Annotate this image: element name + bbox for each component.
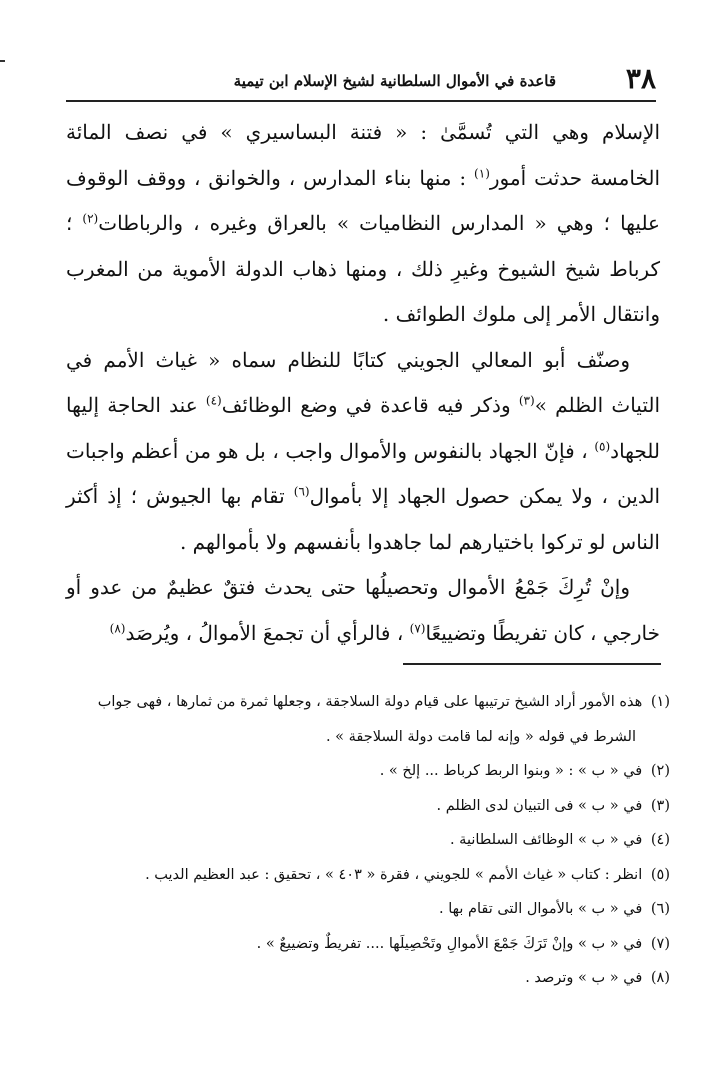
paragraph-1 bbox=[66, 110, 660, 338]
text-line: « المدارس النظاميات » بالعراق وغيره ، والرباطات bbox=[98, 211, 547, 235]
text-line: الطوائف . bbox=[382, 302, 466, 326]
footnote-ref-3[interactable]: (٣) bbox=[518, 393, 535, 408]
paragraph-2 bbox=[66, 338, 660, 566]
text-line: وذكر فيه قاعدة في وضع الوظائف bbox=[221, 393, 511, 417]
footnote-1 bbox=[66, 685, 670, 720]
footnote-text: في « ب » الوظائف السلطانية . bbox=[449, 832, 643, 848]
footnote-ref-6[interactable]: (٦) bbox=[293, 484, 310, 499]
header-rule bbox=[66, 100, 656, 102]
text-line: الإسلام وهي التي تُسمَّىٰ : « فتنة البساسيري » في نصف المائة الخامسة bbox=[66, 120, 661, 190]
text-line: حدثت أمور bbox=[489, 165, 583, 190]
footnote-text: في « ب » : « وبنوا الربط كرباط ... إلخ » . bbox=[379, 763, 643, 779]
text-line: تقام بها الجيوش ؛ إذ أكثر الناس لو تركوا bbox=[66, 484, 660, 554]
footnote-ref-7[interactable]: (٧) bbox=[409, 620, 426, 635]
footnote-ref-8[interactable]: (٨) bbox=[109, 620, 126, 635]
footnote-6 bbox=[66, 892, 670, 927]
text-line: وإنْ تُرِكَ جَمْعُ الأموال وتحصيلُها حتى يحدث فتقٌ عظيمٌ من عدو أو bbox=[66, 575, 630, 599]
footnote-separator bbox=[403, 663, 661, 665]
footnote-ref-4[interactable]: (٤) bbox=[205, 393, 222, 408]
text-line: وصنّف أبو المعالي الجويني كتابًا للنظام سماه « غياث الأمم في التياث الظلم » bbox=[66, 347, 661, 417]
footnote-number: (١) bbox=[650, 694, 670, 710]
text-line: حصول الجهاد إلا بأموال bbox=[309, 484, 510, 508]
footnote-number: (٢) bbox=[650, 763, 670, 779]
footnote-4 bbox=[66, 823, 670, 858]
footnote-ref-1[interactable]: (١) bbox=[474, 165, 490, 180]
page-edge-mark bbox=[0, 60, 5, 62]
page-header bbox=[66, 62, 656, 102]
footnote-text: هذه الأمور أراد الشيخ ترتيبها على قيام دولة السلاجقة ، وجعلها ثمرة من ثمارها ، فهى جواب bbox=[97, 694, 643, 710]
footnote-1-continuation bbox=[66, 720, 670, 755]
footnote-2 bbox=[66, 754, 670, 789]
footnote-number: (٨) bbox=[650, 970, 670, 986]
text-line: خارجي ، كان تفريطًا وتضييعًا bbox=[425, 620, 660, 645]
text-line: عند الحاجة إليها للجهاد bbox=[66, 393, 660, 463]
footnote-ref-2[interactable]: (٢) bbox=[82, 211, 99, 226]
text-line: ؛ كرباط شيخ الشيوخ bbox=[66, 211, 660, 281]
running-title: قاعدة في الأموال السلطانية لشيخ الإسلام ابن تيمية bbox=[233, 72, 556, 90]
text-line: : منها بناء المدارس ، والخوانق ، ووقف الوقوف عليها ؛ وهي bbox=[66, 165, 660, 235]
footnote-text: انظر : كتاب « غياث الأمم » للجويني ، فقرة « ٤٠٣ » ، تحقيق : عبد العظيم الديب . bbox=[145, 866, 643, 883]
paragraph-3 bbox=[66, 565, 660, 656]
footnote-text: في « ب » فى التبيان لدى الظلم . bbox=[436, 797, 643, 814]
text-line: الجهاد بالنفوس والأموال واجب ، بل هو من أعظم واجبات الدين ، ولا يمكن bbox=[66, 438, 661, 508]
footnote-number: (٦) bbox=[650, 901, 670, 917]
footnote-7 bbox=[66, 927, 670, 962]
page-number: ٣٨ bbox=[625, 62, 656, 95]
footnote-text: في « ب » وإنْ تَرَكَ جَمْعَ الأموالِ وتَحْصِيلَها .... تفريطٌ وتضييعٌ » . bbox=[256, 935, 643, 952]
main-text bbox=[66, 110, 660, 656]
footnotes bbox=[66, 685, 670, 996]
text-line: باختيارهم لما جاهدوا بأنفسهم ولا بأموالهم . bbox=[179, 529, 535, 554]
footnote-3 bbox=[66, 789, 670, 824]
text-line: وغيرِ ذلك ، ومنها ذهاب الدولة الأموية من المغرب وانتقال الأمر إلى ملوك bbox=[66, 256, 660, 326]
footnote-text: في « ب » بالأموال التى تقام بها . bbox=[439, 901, 643, 917]
text-line: ، فالرأي أن تجمعَ الأموالُ ، ويُرصَد bbox=[125, 620, 410, 645]
footnote-number: (٥) bbox=[650, 866, 670, 883]
footnote-text: الشرط في قوله « وإنه لما قامت دولة السلاجقة » . bbox=[325, 728, 636, 745]
footnote-text: في « ب » وترصد . bbox=[525, 970, 643, 986]
footnote-number: (٧) bbox=[650, 935, 670, 952]
footnote-8 bbox=[66, 961, 670, 996]
footnote-ref-5[interactable]: (٥) bbox=[594, 438, 611, 453]
footnote-number: (٤) bbox=[650, 832, 670, 848]
footnote-5 bbox=[66, 858, 670, 893]
text-line: ، فإنّ bbox=[544, 438, 595, 463]
footnote-number: (٣) bbox=[650, 797, 670, 814]
